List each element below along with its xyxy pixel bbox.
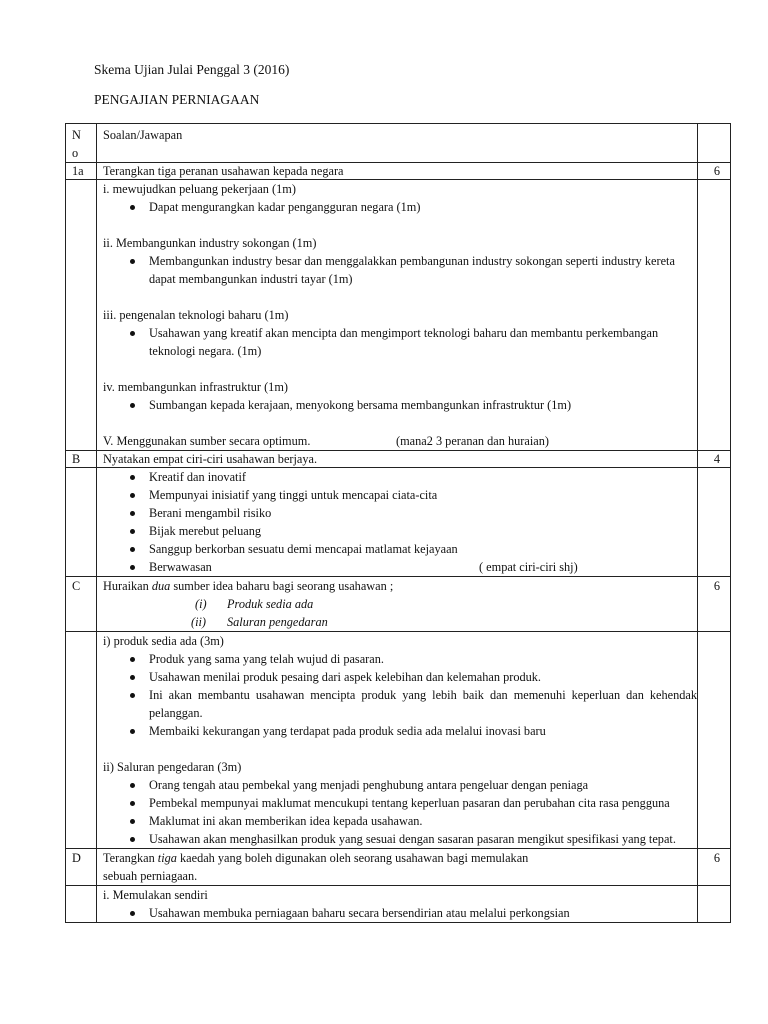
answer-point-heading: ii. Membangunkan industry sokongan (1m) bbox=[103, 236, 317, 250]
list-item: Usahawan membuka perniagaan baharu secara bersendirian atau melalui perkongsian bbox=[149, 904, 697, 922]
answer-point-heading: i. Memulakan sendiri bbox=[103, 888, 208, 902]
sub-question-number: (ii) bbox=[191, 615, 207, 629]
list-item: Sumbangan kepada kerajaan, menyokong bersama membangunkan infrastruktur (1m) bbox=[149, 396, 697, 414]
answer-block bbox=[97, 632, 698, 849]
answer-point-heading: ii) Saluran pengedaran (3m) bbox=[103, 760, 242, 774]
question-mark: 6 bbox=[698, 163, 731, 180]
answer-row-1a bbox=[66, 180, 731, 451]
question-row-1a bbox=[66, 163, 731, 180]
question-number: C bbox=[66, 577, 97, 632]
answer-row-d bbox=[66, 886, 731, 923]
list-item: Usahawan akan menghasilkan produk yang sesuai dengan sasaran pasaran mengikut spesifikasi yang tepat. bbox=[149, 830, 697, 848]
table-header-row bbox=[66, 124, 731, 163]
header-mark bbox=[698, 124, 731, 163]
answer-point-heading: i. mewujudkan peluang pekerjaan (1m) bbox=[103, 182, 296, 196]
sub-question-number: (i) bbox=[195, 597, 207, 611]
answer-block bbox=[97, 468, 698, 577]
question-text: Terangkan tiga peranan usahawan kepada negara bbox=[97, 163, 698, 180]
answer-row-c bbox=[66, 632, 731, 849]
list-item: Membangunkan industry besar dan menggalakkan pembangunan industry sokongan seperti industry kereta dapat membangunkan industri tayar (1m) bbox=[149, 252, 697, 288]
question-text: Nyatakan empat ciri-ciri usahawan berjaya. bbox=[97, 451, 698, 468]
question-number: B bbox=[66, 451, 97, 468]
answer-point-heading: i) produk sedia ada (3m) bbox=[103, 634, 224, 648]
answer-block bbox=[97, 180, 698, 451]
sub-question-text: Produk sedia ada bbox=[227, 597, 314, 611]
list-item: Sanggup berkorban sesuatu demi mencapai matlamat kejayaan bbox=[149, 540, 697, 558]
list-item: Maklumat ini akan memberikan idea kepada usahawan. bbox=[149, 812, 697, 830]
answer-point-heading: iv. membangunkan infrastruktur (1m) bbox=[103, 380, 288, 394]
question-text: Huraikan dua sumber idea baharu bagi seorang usahawan ; (i) Produk sedia ada (ii) Saluran pengedaran bbox=[97, 577, 698, 632]
list-item: Usahawan menilai produk pesaing dari aspek kelebihan dan kelemahan produk. bbox=[149, 668, 697, 686]
answer-row-b bbox=[66, 468, 731, 577]
list-item: Orang tengah atau pembekal yang menjadi penghubung antara pengeluar dengan peniaga bbox=[149, 776, 697, 794]
list-item: Berwawasan ( empat ciri-ciri shj) bbox=[149, 558, 697, 576]
question-mark: 6 bbox=[698, 849, 731, 886]
question-number: D bbox=[66, 849, 97, 886]
document-title: Skema Ujian Julai Penggal 3 (2016) bbox=[94, 62, 290, 77]
marking-note: (mana2 3 peranan dan huraian) bbox=[396, 434, 549, 448]
sub-question-text: Saluran pengedaran bbox=[227, 615, 328, 629]
question-text: Terangkan tiga kaedah yang boleh digunakan oleh seorang usahawan bagi memulakan sebuah perniagaan. bbox=[97, 849, 698, 886]
answer-point-heading: V. Menggunakan sumber secara optimum. (mana2 3 peranan dan huraian) bbox=[103, 434, 549, 448]
header-question-answer: Soalan/Jawapan bbox=[97, 124, 698, 163]
list-item: Bijak merebut peluang bbox=[149, 522, 697, 540]
list-item: Produk yang sama yang telah wujud di pasaran. bbox=[149, 650, 697, 668]
question-number: 1a bbox=[66, 163, 97, 180]
list-item: Ini akan membantu usahawan mencipta produk yang lebih baik dan memenuhi keperluan dan kehendak pelanggan. bbox=[149, 688, 697, 720]
list-item: Pembekal mempunyai maklumat mencukupi tentang keperluan pasaran dan perubahan cita rasa pengguna bbox=[149, 794, 697, 812]
question-row-c bbox=[66, 577, 731, 632]
list-item: Usahawan yang kreatif akan mencipta dan mengimport teknologi baharu dan membantu perkembangan teknologi negara. (1m) bbox=[149, 324, 697, 360]
question-mark: 6 bbox=[698, 577, 731, 632]
header-no: N o bbox=[66, 124, 97, 163]
answer-block bbox=[97, 886, 698, 923]
list-item: Mempunyai inisiatif yang tinggi untuk mencapai ciata-cita bbox=[149, 486, 697, 504]
subject-title: PENGAJIAN PERNIAGAAN bbox=[94, 92, 260, 107]
answer-scheme-table bbox=[65, 123, 731, 923]
question-row-d bbox=[66, 849, 731, 886]
answer-point-heading: iii. pengenalan teknologi baharu (1m) bbox=[103, 308, 289, 322]
list-item: Dapat mengurangkan kadar pengangguran negara (1m) bbox=[149, 198, 697, 216]
question-row-b bbox=[66, 451, 731, 468]
marking-note: ( empat ciri-ciri shj) bbox=[479, 560, 578, 574]
list-item: Berani mengambil risiko bbox=[149, 504, 697, 522]
list-item: Kreatif dan inovatif bbox=[149, 468, 697, 486]
list-item: Membaiki kekurangan yang terdapat pada produk sedia ada melalui inovasi baru bbox=[149, 722, 697, 740]
question-mark: 4 bbox=[698, 451, 731, 468]
